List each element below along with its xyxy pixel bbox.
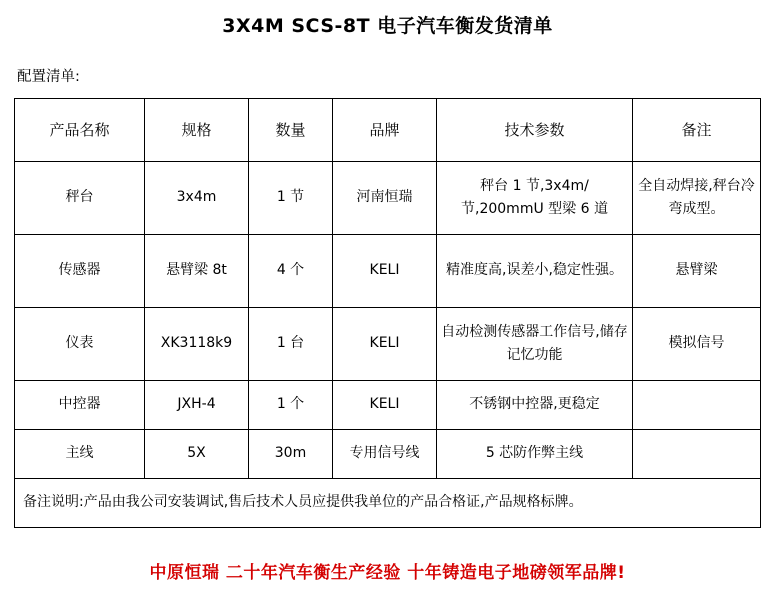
specification-table <box>14 98 761 528</box>
cell-brand: 专用信号线 <box>333 429 437 478</box>
cell-product-name: 传感器 <box>15 234 145 307</box>
cell-remark: 模拟信号 <box>633 307 761 380</box>
table-row <box>15 307 761 380</box>
cell-spec: JXH-4 <box>145 380 249 429</box>
cell-brand: KELI <box>333 380 437 429</box>
table-note-row <box>15 478 761 527</box>
cell-remark: 全自动焊接,秤台冷弯成型。 <box>633 161 761 234</box>
cell-product-name: 秤台 <box>15 161 145 234</box>
cell-qty: 1 个 <box>249 380 333 429</box>
column-header-spec: 规格 <box>145 98 249 161</box>
cell-spec: XK3118k9 <box>145 307 249 380</box>
cell-spec: 悬臂梁 8t <box>145 234 249 307</box>
cell-params: 精准度高,误差小,稳定性强。 <box>437 234 633 307</box>
document-page <box>0 14 775 601</box>
cell-qty: 1 节 <box>249 161 333 234</box>
cell-spec: 5X <box>145 429 249 478</box>
table-row <box>15 161 761 234</box>
cell-brand: KELI <box>333 307 437 380</box>
cell-note: 备注说明:产品由我公司安装调试,售后技术人员应提供我单位的产品合格证,产品规格标牌。 <box>15 478 761 527</box>
cell-params: 自动检测传感器工作信号,储存记忆功能 <box>437 307 633 380</box>
cell-remark <box>633 380 761 429</box>
column-header-remark: 备注 <box>633 98 761 161</box>
table-row <box>15 380 761 429</box>
column-header-name: 产品名称 <box>15 98 145 161</box>
table-row <box>15 429 761 478</box>
cell-params: 秤台 1 节,3x4m/节,200mmU 型梁 6 道 <box>437 161 633 234</box>
cell-product-name: 仪表 <box>15 307 145 380</box>
cell-product-name: 中控器 <box>15 380 145 429</box>
page-title: 3X4M SCS-8T 电子汽车衡发货清单 <box>222 15 553 37</box>
cell-product-name: 主线 <box>15 429 145 478</box>
cell-brand: KELI <box>333 234 437 307</box>
column-header-params: 技术参数 <box>437 98 633 161</box>
cell-remark <box>633 429 761 478</box>
column-header-brand: 品牌 <box>333 98 437 161</box>
cell-brand: 河南恒瑞 <box>333 161 437 234</box>
cell-qty: 4 个 <box>249 234 333 307</box>
column-header-qty: 数量 <box>249 98 333 161</box>
cell-remark: 悬臂梁 <box>633 234 761 307</box>
cell-qty: 1 台 <box>249 307 333 380</box>
cell-spec: 3x4m <box>145 161 249 234</box>
footer-slogan: 中原恒瑞 二十年汽车衡生产经验 十年铸造电子地磅领军品牌! <box>149 563 626 583</box>
config-list-label: 配置清单: <box>17 68 80 85</box>
cell-params: 5 芯防作弊主线 <box>437 429 633 478</box>
cell-params: 不锈钢中控器,更稳定 <box>437 380 633 429</box>
cell-qty: 30m <box>249 429 333 478</box>
table-header-row <box>15 98 761 161</box>
table-row <box>15 234 761 307</box>
